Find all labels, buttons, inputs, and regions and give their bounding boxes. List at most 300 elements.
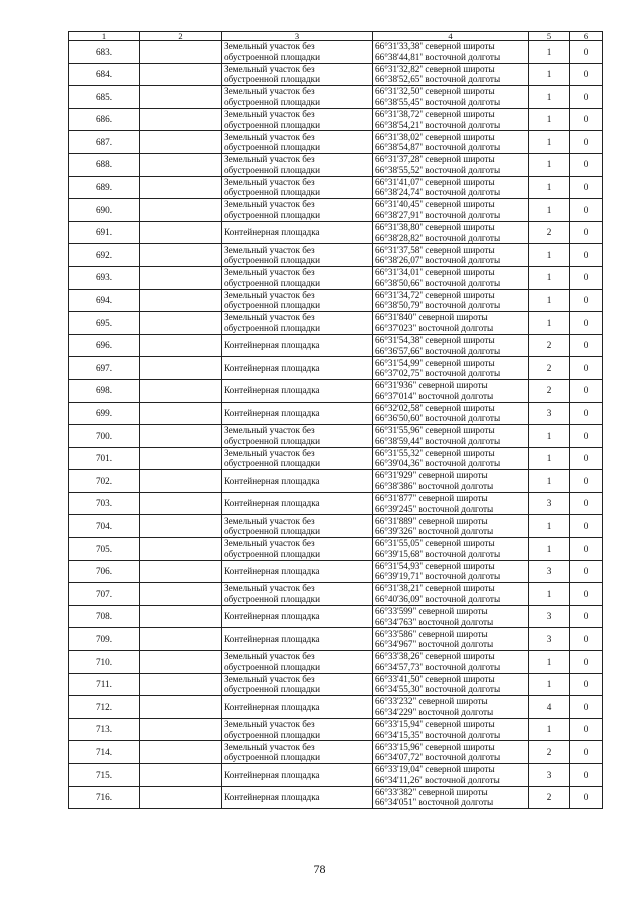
row-number-cell: 714. — [69, 741, 140, 764]
site-type-cell — [222, 764, 373, 787]
table-row — [69, 266, 603, 289]
count-cell: 1 — [529, 41, 570, 64]
coordinates-cell — [373, 538, 529, 561]
row-number-cell: 696. — [69, 334, 140, 357]
count-cell: 2 — [529, 221, 570, 244]
row-number-cell: 713. — [69, 718, 140, 741]
site-type-cell — [222, 63, 373, 86]
coordinates-cell — [373, 86, 529, 109]
longitude-line: 66°38'55,52" восточной долготы — [375, 164, 501, 175]
site-type-line: Земельный участок без — [224, 583, 315, 594]
count-cell: 2 — [529, 786, 570, 809]
site-type-cell — [222, 176, 373, 199]
table-row — [69, 470, 603, 493]
latitude-line: 66°31'38,02" северной широты — [375, 131, 495, 142]
coordinates-cell — [373, 402, 529, 425]
latitude-line: 66°31'38,21" северной широты — [375, 583, 495, 594]
latitude-line: 66°31'38,80" северной широты — [375, 221, 495, 232]
value-cell: 0 — [570, 176, 603, 199]
empty-cell — [140, 447, 222, 470]
count-cell: 1 — [529, 425, 570, 448]
site-type-cell — [222, 538, 373, 561]
latitude-line: 66°31'32,50" северной широты — [375, 86, 495, 97]
row-number-cell: 711. — [69, 673, 140, 696]
longitude-line: 66°36'57,66" восточной долготы — [375, 345, 501, 356]
site-type-cell — [222, 470, 373, 493]
empty-cell — [140, 515, 222, 538]
longitude-line: 66°39'19,71" восточной долготы — [375, 571, 501, 582]
column-header: 2 — [140, 32, 222, 41]
longitude-line: 66°34'07,72" восточной долготы — [375, 752, 501, 763]
table-row — [69, 312, 603, 335]
site-type-line: Земельный участок без — [224, 244, 315, 255]
empty-cell — [140, 628, 222, 651]
value-cell: 0 — [570, 560, 603, 583]
site-type-line: обустроенной площадки — [224, 594, 321, 605]
site-type-line: Контейнерная площадка — [224, 475, 320, 486]
empty-cell — [140, 199, 222, 222]
latitude-line: 66°31'40,45" северной широты — [375, 199, 495, 210]
site-type-line: Контейнерная площадка — [224, 498, 320, 509]
coordinates-cell — [373, 560, 529, 583]
empty-cell — [140, 131, 222, 154]
row-number-cell: 716. — [69, 786, 140, 809]
coordinates-cell — [373, 379, 529, 402]
site-type-cell — [222, 266, 373, 289]
empty-cell — [140, 425, 222, 448]
latitude-line: 66°31'32,82" северной широты — [375, 63, 495, 74]
value-cell: 0 — [570, 86, 603, 109]
count-cell: 1 — [529, 266, 570, 289]
latitude-line: 66°31'54,93" северной широты — [375, 560, 495, 571]
value-cell: 0 — [570, 628, 603, 651]
table-row — [69, 764, 603, 787]
longitude-line: 66°40'36,09" восточной долготы — [375, 594, 501, 605]
row-number-cell: 702. — [69, 470, 140, 493]
empty-cell — [140, 696, 222, 719]
value-cell: 0 — [570, 312, 603, 335]
site-type-line: обустроенной площадки — [224, 96, 321, 107]
site-type-line: обустроенной площадки — [224, 548, 321, 559]
coordinates-cell — [373, 673, 529, 696]
longitude-line: 66°37'023" восточной долготы — [375, 322, 494, 333]
site-type-line: обустроенной площадки — [224, 142, 321, 153]
site-type-line: Земельный участок без — [224, 651, 315, 662]
coordinates-cell — [373, 153, 529, 176]
coordinates-cell — [373, 492, 529, 515]
empty-cell — [140, 470, 222, 493]
coordinates-cell — [373, 786, 529, 809]
site-type-cell — [222, 41, 373, 64]
coordinates-cell — [373, 108, 529, 131]
latitude-line: 66°31'54,99" северной широты — [375, 357, 495, 368]
longitude-line: 66°36'50,60" восточной долготы — [375, 413, 501, 424]
site-type-cell — [222, 515, 373, 538]
value-cell: 0 — [570, 334, 603, 357]
longitude-line: 66°34'051" восточной долготы — [375, 797, 494, 808]
longitude-line: 66°34'229" восточной долготы — [375, 707, 494, 718]
coordinates-cell — [373, 718, 529, 741]
count-cell: 1 — [529, 153, 570, 176]
table-row — [69, 63, 603, 86]
value-cell: 0 — [570, 447, 603, 470]
table-row — [69, 492, 603, 515]
table-row — [69, 131, 603, 154]
longitude-line: 66°37'014" восточной долготы — [375, 390, 494, 401]
site-type-cell — [222, 402, 373, 425]
latitude-line: 66°33'15,96" северной широты — [375, 741, 495, 752]
empty-cell — [140, 108, 222, 131]
value-cell: 0 — [570, 605, 603, 628]
site-type-line: Земельный участок без — [224, 267, 315, 278]
count-cell: 3 — [529, 560, 570, 583]
empty-cell — [140, 605, 222, 628]
table-row — [69, 108, 603, 131]
coordinates-cell — [373, 628, 529, 651]
coordinates-cell — [373, 244, 529, 267]
table-row — [69, 741, 603, 764]
table-row — [69, 628, 603, 651]
site-type-line: обустроенной площадки — [224, 277, 321, 288]
latitude-line: 66°31'936" северной широты — [375, 380, 488, 391]
column-header: 3 — [222, 32, 373, 41]
table-row — [69, 176, 603, 199]
empty-cell — [140, 266, 222, 289]
value-cell: 0 — [570, 718, 603, 741]
latitude-line: 66°31'55,32" северной широты — [375, 447, 495, 458]
column-header: 1 — [69, 32, 140, 41]
table-row — [69, 786, 603, 809]
count-cell: 4 — [529, 696, 570, 719]
column-header: 5 — [529, 32, 570, 41]
site-type-line: Контейнерная площадка — [224, 408, 320, 418]
value-cell: 0 — [570, 492, 603, 515]
row-number-cell: 688. — [69, 153, 140, 176]
empty-cell — [140, 244, 222, 267]
value-cell: 0 — [570, 221, 603, 244]
longitude-line: 66°39'04,36" восточной долготы — [375, 458, 501, 469]
site-type-cell — [222, 786, 373, 809]
row-number-cell: 715. — [69, 764, 140, 787]
site-type-line: обустроенной площадки — [224, 458, 321, 469]
empty-cell — [140, 786, 222, 809]
longitude-line: 66°38'50,79" восточной долготы — [375, 300, 501, 311]
empty-cell — [140, 560, 222, 583]
table-row — [69, 244, 603, 267]
row-number-cell: 701. — [69, 447, 140, 470]
count-cell: 3 — [529, 402, 570, 425]
count-cell: 1 — [529, 651, 570, 674]
value-cell: 0 — [570, 63, 603, 86]
latitude-line: 66°33'586" северной широты — [375, 628, 488, 639]
longitude-line: 66°34'11,26" восточной долготы — [375, 774, 500, 785]
table-row — [69, 153, 603, 176]
column-header: 4 — [373, 32, 529, 41]
latitude-line: 66°33'38,26" северной широты — [375, 651, 495, 662]
site-type-cell — [222, 673, 373, 696]
site-type-line: обустроенной площадки — [224, 752, 321, 763]
site-type-cell — [222, 718, 373, 741]
longitude-line: 66°34'967" восточной долготы — [375, 639, 494, 650]
site-type-line: Контейнерная площадка — [224, 769, 320, 780]
latitude-line: 66°31'33,38" северной широты — [375, 41, 495, 52]
row-number-cell: 686. — [69, 108, 140, 131]
count-cell: 1 — [529, 312, 570, 335]
coordinates-cell — [373, 764, 529, 787]
value-cell: 0 — [570, 266, 603, 289]
site-type-cell — [222, 357, 373, 380]
value-cell: 0 — [570, 425, 603, 448]
longitude-line: 66°38'24,74" восточной долготы — [375, 187, 501, 198]
value-cell: 0 — [570, 153, 603, 176]
table-row — [69, 289, 603, 312]
value-cell: 0 — [570, 651, 603, 674]
count-cell: 2 — [529, 334, 570, 357]
count-cell: 3 — [529, 628, 570, 651]
site-type-line: Контейнерная площадка — [224, 566, 320, 577]
site-type-cell — [222, 334, 373, 357]
row-number-cell: 687. — [69, 131, 140, 154]
row-number-cell: 691. — [69, 221, 140, 244]
column-header: 6 — [570, 32, 603, 41]
table-row — [69, 221, 603, 244]
site-type-line: Контейнерная площадка — [224, 362, 320, 373]
coordinates-cell — [373, 741, 529, 764]
site-type-line: Земельный участок без — [224, 538, 315, 549]
value-cell: 0 — [570, 764, 603, 787]
latitude-line: 66°32'02,58" северной широты — [375, 402, 495, 413]
value-cell: 0 — [570, 583, 603, 606]
site-type-line: Земельный участок без — [224, 63, 315, 74]
table-row — [69, 583, 603, 606]
count-cell: 3 — [529, 492, 570, 515]
value-cell: 0 — [570, 379, 603, 402]
latitude-line: 66°31'41,07" северной широты — [375, 176, 495, 187]
count-cell: 1 — [529, 470, 570, 493]
latitude-line: 66°31'38,72" северной широты — [375, 108, 495, 119]
site-type-line: обустроенной площадки — [224, 435, 321, 446]
table-row — [69, 605, 603, 628]
site-type-line: обустроенной площадки — [224, 119, 321, 130]
value-cell: 0 — [570, 41, 603, 64]
site-type-line: Земельный участок без — [224, 289, 315, 300]
row-number-cell: 710. — [69, 651, 140, 674]
registry-table — [68, 31, 603, 809]
longitude-line: 66°38'26,07" восточной долготы — [375, 255, 501, 266]
site-type-line: обустроенной площадки — [224, 729, 321, 740]
row-number-cell: 707. — [69, 583, 140, 606]
count-cell: 1 — [529, 583, 570, 606]
site-type-cell — [222, 425, 373, 448]
site-type-line: Земельный участок без — [224, 719, 315, 730]
table-row — [69, 86, 603, 109]
value-cell: 0 — [570, 244, 603, 267]
table-row — [69, 357, 603, 380]
count-cell: 1 — [529, 718, 570, 741]
site-type-cell — [222, 605, 373, 628]
coordinates-cell — [373, 515, 529, 538]
coordinates-cell — [373, 470, 529, 493]
site-type-line: обустроенной площадки — [224, 51, 321, 62]
row-number-cell: 709. — [69, 628, 140, 651]
value-cell: 0 — [570, 696, 603, 719]
row-number-cell: 705. — [69, 538, 140, 561]
latitude-line: 66°31'55,96" северной широты — [375, 425, 495, 436]
site-type-line: Контейнерная площадка — [224, 340, 320, 351]
site-type-line: Контейнерная площадка — [224, 227, 320, 238]
latitude-line: 66°31'840" северной широты — [375, 312, 488, 323]
latitude-line: 66°33'382" северной широты — [375, 786, 488, 797]
coordinates-cell — [373, 447, 529, 470]
row-number-cell: 697. — [69, 357, 140, 380]
site-type-cell — [222, 696, 373, 719]
count-cell: 1 — [529, 447, 570, 470]
longitude-line: 66°34'15,35" восточной долготы — [375, 729, 501, 740]
site-type-cell — [222, 628, 373, 651]
value-cell: 0 — [570, 108, 603, 131]
empty-cell — [140, 402, 222, 425]
value-cell: 0 — [570, 786, 603, 809]
latitude-line: 66°31'877" северной широты — [375, 493, 488, 504]
value-cell: 0 — [570, 199, 603, 222]
row-number-cell: 684. — [69, 63, 140, 86]
site-type-line: Земельный участок без — [224, 86, 315, 97]
empty-cell — [140, 176, 222, 199]
latitude-line: 66°33'232" северной широты — [375, 696, 488, 707]
site-type-line: обустроенной площадки — [224, 526, 321, 537]
row-number-cell: 693. — [69, 266, 140, 289]
table-row — [69, 334, 603, 357]
table-row — [69, 560, 603, 583]
empty-cell — [140, 41, 222, 64]
longitude-line: 66°38'54,21" восточной долготы — [375, 119, 501, 130]
row-number-cell: 700. — [69, 425, 140, 448]
coordinates-cell — [373, 221, 529, 244]
latitude-line: 66°33'41,50" северной широты — [375, 673, 495, 684]
site-type-cell — [222, 221, 373, 244]
site-type-line: Земельный участок без — [224, 108, 315, 119]
table-row — [69, 696, 603, 719]
longitude-line: 66°34'55,30" восточной долготы — [375, 684, 501, 695]
table-row — [69, 538, 603, 561]
value-cell: 0 — [570, 131, 603, 154]
value-cell: 0 — [570, 515, 603, 538]
site-type-line: Контейнерная площадка — [224, 701, 320, 712]
site-type-line: обустроенной площадки — [224, 187, 321, 198]
site-type-cell — [222, 289, 373, 312]
value-cell: 0 — [570, 741, 603, 764]
table-row — [69, 425, 603, 448]
coordinates-cell — [373, 289, 529, 312]
count-cell: 1 — [529, 108, 570, 131]
row-number-cell: 685. — [69, 86, 140, 109]
empty-cell — [140, 63, 222, 86]
empty-cell — [140, 651, 222, 674]
site-type-line: Земельный участок без — [224, 312, 315, 323]
site-type-line: Земельный участок без — [224, 447, 315, 458]
page-number: 78 — [313, 862, 326, 876]
coordinates-cell — [373, 583, 529, 606]
count-cell: 1 — [529, 673, 570, 696]
empty-cell — [140, 764, 222, 787]
latitude-line: 66°31'37,28" северной широты — [375, 154, 495, 165]
site-type-line: обустроенной площадки — [224, 322, 321, 333]
empty-cell — [140, 583, 222, 606]
row-number-cell: 698. — [69, 379, 140, 402]
longitude-line: 66°39'245" восточной долготы — [375, 503, 494, 514]
table-row — [69, 673, 603, 696]
latitude-line: 66°31'889" северной широты — [375, 515, 488, 526]
site-type-line: обустроенной площадки — [224, 164, 321, 175]
longitude-line: 66°38'27,91" восточной долготы — [375, 209, 501, 220]
count-cell: 1 — [529, 176, 570, 199]
longitude-line: 66°39'15,68" восточной долготы — [375, 548, 501, 559]
table-row — [69, 515, 603, 538]
empty-cell — [140, 357, 222, 380]
row-number-cell: 683. — [69, 41, 140, 64]
empty-cell — [140, 741, 222, 764]
count-cell: 2 — [529, 379, 570, 402]
coordinates-cell — [373, 266, 529, 289]
table-row — [69, 41, 603, 64]
empty-cell — [140, 86, 222, 109]
site-type-cell — [222, 379, 373, 402]
value-cell: 0 — [570, 357, 603, 380]
count-cell: 1 — [529, 86, 570, 109]
site-type-line: Контейнерная площадка — [224, 385, 320, 396]
row-number-cell: 712. — [69, 696, 140, 719]
site-type-cell — [222, 86, 373, 109]
site-type-line: Земельный участок без — [224, 154, 315, 165]
value-cell: 0 — [570, 538, 603, 561]
latitude-line: 66°31'34,01" северной широты — [375, 267, 495, 278]
table-row — [69, 718, 603, 741]
column-number-row — [69, 32, 603, 41]
latitude-line: 66°31'929" северной широты — [375, 470, 488, 481]
coordinates-cell — [373, 605, 529, 628]
count-cell: 3 — [529, 605, 570, 628]
coordinates-cell — [373, 312, 529, 335]
table-row — [69, 379, 603, 402]
count-cell: 3 — [529, 764, 570, 787]
site-type-line: Земельный участок без — [224, 176, 315, 187]
count-cell: 1 — [529, 515, 570, 538]
site-type-line: обустроенной площадки — [224, 74, 321, 85]
site-type-line: Земельный участок без — [224, 131, 315, 142]
site-type-cell — [222, 741, 373, 764]
site-type-line: обустроенной площадки — [224, 684, 321, 695]
latitude-line: 66°33'15,94" северной широты — [375, 719, 495, 730]
longitude-line: 66°38'386" восточной долготы — [375, 481, 494, 492]
site-type-cell — [222, 492, 373, 515]
longitude-line: 66°38'44,81" восточной долготы — [375, 51, 501, 62]
empty-cell — [140, 334, 222, 357]
longitude-line: 66°38'50,66" восточной долготы — [375, 277, 501, 288]
value-cell: 0 — [570, 470, 603, 493]
site-type-line: обустроенной площадки — [224, 255, 321, 266]
row-number-cell: 699. — [69, 402, 140, 425]
coordinates-cell — [373, 199, 529, 222]
longitude-line: 66°34'57,73" восточной долготы — [375, 661, 501, 672]
site-type-cell — [222, 244, 373, 267]
empty-cell — [140, 492, 222, 515]
coordinates-cell — [373, 41, 529, 64]
empty-cell — [140, 289, 222, 312]
site-type-line: Земельный участок без — [224, 741, 315, 752]
site-type-cell — [222, 131, 373, 154]
site-type-line: обустроенной площадки — [224, 209, 321, 220]
table-row — [69, 402, 603, 425]
